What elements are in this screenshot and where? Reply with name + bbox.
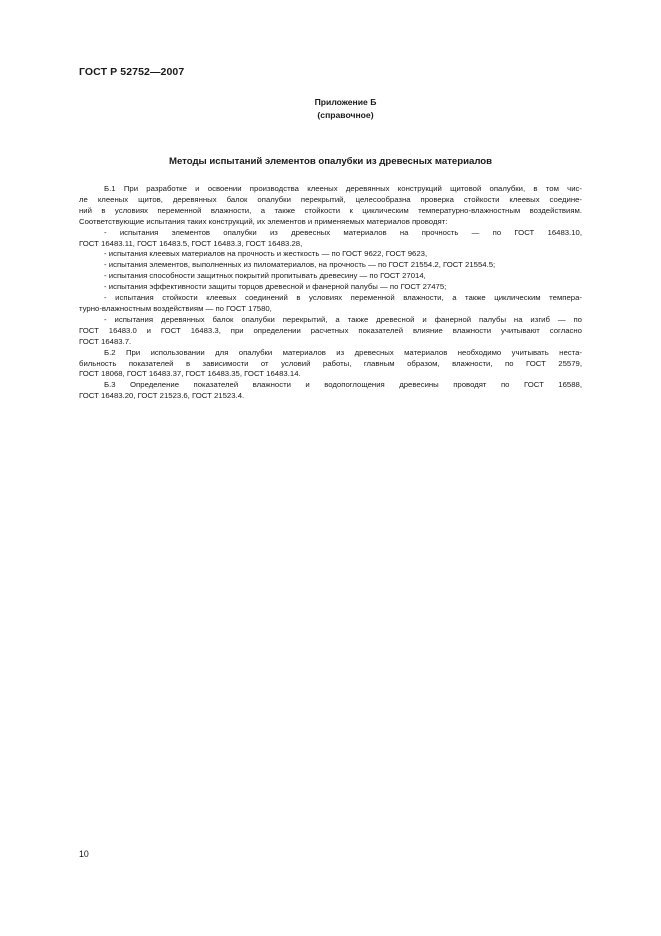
text-line: турно-влажностным воздействиям — по ГОСТ 17580, [79, 303, 272, 313]
standard-code: ГОСТ Р 52752—2007 [79, 66, 185, 78]
text-line: ний в условиях переменной влажности, а также стойкости к циклическим температурно-влажностным воздействиям. [79, 205, 582, 215]
text-line: - испытания эффективности защиты торцов древесной и фанерной палубы — по ГОСТ 27475; [104, 282, 447, 292]
appendix-subtitle: (справочное) [317, 110, 374, 120]
text-line: Соответствующие испытания таких конструкций, их элементов и применяемых материалов проводят: [79, 216, 448, 226]
page-number: 10 [79, 849, 89, 859]
text-line: Б.2 При использовании для опалубки материалов из древесных материалов необходимо учитывать неста- [104, 347, 582, 357]
text-line: ГОСТ 18068, ГОСТ 16483.37, ГОСТ 16483.35, ГОСТ 16483.14. [79, 369, 301, 379]
text-line: - испытания элементов, выполненных из пиломатериалов, на прочность — по ГОСТ 21554.2, ГОСТ 21554.5; [104, 260, 496, 270]
body-text [79, 184, 582, 402]
text-line: - испытания стойкости клеевых соединений в условиях переменной влажности, а также циклическим темпера- [104, 293, 582, 303]
text-line: Б.1 При разработке и освоении производства клееных деревянных конструкций щитовой опалубки, в том чис- [104, 184, 582, 193]
text-line: - испытания элементов опалубки из древесных материалов на прочность — по ГОСТ 16483.10, [104, 227, 582, 237]
text-line: ле клееных щитов, деревянных балок опалубки перекрытий, целесообразна проверка стойкости клеевых соедине- [79, 194, 582, 204]
appendix-heading [0, 96, 661, 122]
section-title: Методы испытаний элементов опалубки из древесных материалов [168, 156, 493, 167]
text-line: - испытания деревянных балок опалубки перекрытий, а также древесной и фанерной палубы на изгиб — по [104, 314, 582, 324]
text-line: - испытания способности защитных покрытий пропитывать древесину — по ГОСТ 27014, [104, 271, 426, 281]
text-line: бильность показателей в зависимости от условий работы, главным образом, влажности, по ГОСТ 25579, [79, 358, 582, 368]
text-line: ГОСТ 16483.0 и ГОСТ 16483.3, при определении расчетных показателей влияние влажности учитывают согласно [79, 325, 582, 335]
text-line: - испытания клеевых материалов на прочность и жесткость — по ГОСТ 9622, ГОСТ 9623, [104, 249, 428, 259]
text-line: Б.3 Определение показателей влажности и водопоглощения древесины проводят по ГОСТ 16588, [104, 380, 582, 390]
text-line: ГОСТ 16483.7. [79, 336, 132, 346]
text-line: ГОСТ 16483.20, ГОСТ 21523.6, ГОСТ 21523.4. [79, 391, 245, 401]
appendix-title: Приложение Б [314, 97, 377, 107]
text-line: ГОСТ 16483.11, ГОСТ 16483.5, ГОСТ 16483.3, ГОСТ 16483.28, [79, 238, 303, 248]
